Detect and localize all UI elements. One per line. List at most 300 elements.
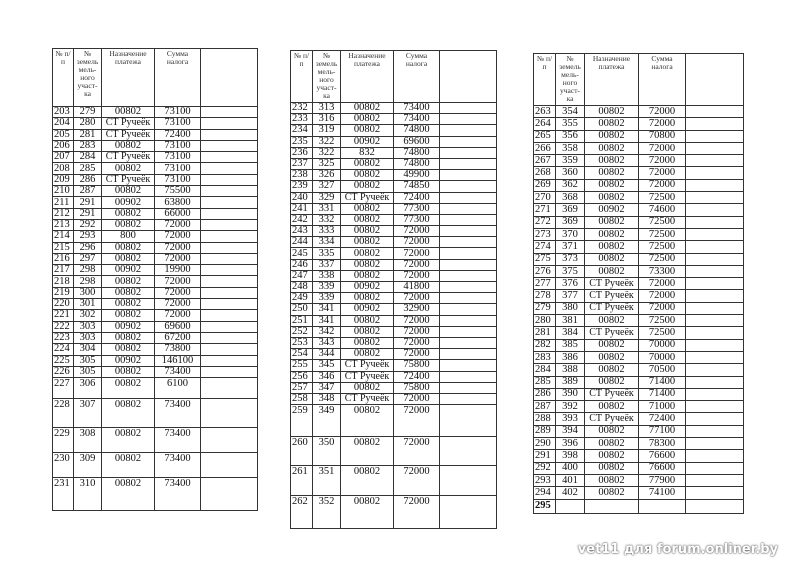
plot-number-cell: 316: [313, 114, 341, 125]
payment-purpose-cell: СТ Ручеёк: [102, 129, 155, 140]
table-row: [291, 405, 497, 437]
payment-purpose-cell: 00802: [341, 214, 394, 225]
blank-cell: [686, 474, 744, 486]
payment-purpose-cell: 00802: [102, 399, 155, 428]
tax-amount-cell: 32900: [394, 304, 440, 315]
blank-cell: [686, 499, 744, 513]
blank-cell: [686, 450, 744, 462]
plot-number-cell: 300: [74, 287, 102, 298]
table-row: [291, 203, 497, 214]
plot-number-cell: 298: [74, 276, 102, 287]
blank-cell: [440, 405, 497, 437]
tax-amount-cell: 73100: [155, 163, 201, 174]
plot-number-cell: 388: [556, 364, 585, 376]
payment-purpose-cell: 00802: [585, 253, 639, 265]
column-header: № земель мель- ного участ- ка: [313, 51, 341, 103]
payment-purpose-cell: 00802: [585, 216, 639, 228]
table-row: [291, 496, 497, 529]
table-row: [534, 106, 744, 118]
tax-amount-cell: 73400: [155, 478, 201, 511]
plot-number-cell: 310: [74, 478, 102, 511]
plot-number-cell: 308: [74, 428, 102, 453]
plot-number-cell: 334: [313, 237, 341, 248]
row-number-cell: 235: [291, 136, 313, 147]
blank-cell: [440, 214, 497, 225]
row-number-cell: 272: [534, 216, 556, 228]
blank-cell: [201, 265, 258, 276]
tax-amount-cell: 73100: [155, 174, 201, 185]
plot-number-cell: 292: [74, 219, 102, 230]
payment-purpose-cell: 832: [341, 147, 394, 158]
tax-amount-cell: 77300: [394, 203, 440, 214]
payment-purpose-cell: 00902: [585, 204, 639, 216]
payment-purpose-cell: СТ Ручеёк: [102, 118, 155, 129]
table-row: [291, 214, 497, 225]
payment-purpose-cell: 00802: [102, 366, 155, 377]
plot-number-cell: 385: [556, 339, 585, 351]
tax-amount-cell: 72000: [639, 278, 686, 290]
blank-cell: [201, 140, 258, 151]
plot-number-cell: 377: [556, 290, 585, 302]
row-number-cell: 289: [534, 425, 556, 437]
blank-cell: [686, 142, 744, 154]
table-row: [53, 219, 258, 230]
table-row: [534, 425, 744, 437]
blank-cell: [201, 208, 258, 219]
plot-number-cell: 384: [556, 327, 585, 339]
header-row: [534, 54, 744, 106]
plot-number-cell: 302: [74, 310, 102, 321]
tax-amount-cell: 69600: [155, 321, 201, 332]
row-number-cell: 284: [534, 364, 556, 376]
payment-purpose-cell: 00802: [585, 425, 639, 437]
blank-cell: [440, 360, 497, 371]
payment-purpose-cell: 00802: [102, 310, 155, 321]
tax-amount-cell: 72500: [639, 253, 686, 265]
blank-cell: [440, 192, 497, 203]
row-number-cell: 247: [291, 270, 313, 281]
table-row: [53, 242, 258, 253]
payment-purpose-cell: 00802: [341, 496, 394, 529]
plot-number-cell: 291: [74, 197, 102, 208]
blank-cell: [440, 259, 497, 270]
tax-amount-cell: 73400: [394, 114, 440, 125]
plot-number-cell: [556, 499, 585, 513]
plot-number-cell: 303: [74, 332, 102, 343]
tax-amount-cell: 73400: [155, 399, 201, 428]
blank-cell: [686, 167, 744, 179]
payment-purpose-cell: 00802: [585, 462, 639, 474]
table-row: [291, 349, 497, 360]
payment-purpose-cell: 00902: [341, 136, 394, 147]
row-number-cell: 211: [53, 197, 74, 208]
row-number-cell: 215: [53, 242, 74, 253]
tax-amount-cell: 72000: [639, 118, 686, 130]
tax-amount-cell: 73400: [155, 366, 201, 377]
payment-purpose-cell: СТ Ручеёк: [341, 192, 394, 203]
payment-purpose-cell: 800: [102, 231, 155, 242]
row-number-cell: 255: [291, 360, 313, 371]
plot-number-cell: 280: [74, 118, 102, 129]
tax-amount-cell: 73100: [155, 140, 201, 151]
row-number-cell: 203: [53, 107, 74, 118]
plot-number-cell: 307: [74, 399, 102, 428]
payment-purpose-cell: 00802: [585, 241, 639, 253]
payment-purpose-cell: 00802: [102, 163, 155, 174]
table-row: [53, 478, 258, 511]
blank-cell: [440, 393, 497, 404]
column-header: [686, 54, 744, 106]
table-row: [53, 208, 258, 219]
table-row: [534, 474, 744, 486]
table-row: [53, 378, 258, 399]
tax-amount-cell: 72000: [394, 293, 440, 304]
payment-purpose-cell: 00802: [585, 438, 639, 450]
table-row: [291, 270, 497, 281]
plot-number-cell: 369: [556, 204, 585, 216]
payment-purpose-cell: 00902: [102, 197, 155, 208]
tax-amount-cell: 72000: [394, 237, 440, 248]
payment-purpose-cell: 00802: [102, 242, 155, 253]
blank-cell: [201, 231, 258, 242]
table-row: [534, 179, 744, 191]
payment-purpose-cell: 00802: [102, 287, 155, 298]
payment-purpose-cell: 00802: [585, 228, 639, 240]
blank-cell: [440, 349, 497, 360]
blank-cell: [201, 453, 258, 478]
payment-purpose-cell: 00802: [102, 428, 155, 453]
payment-purpose-cell: 00802: [341, 226, 394, 237]
tax-amount-cell: 73300: [639, 265, 686, 277]
tax-amount-cell: 73400: [394, 103, 440, 114]
blank-cell: [686, 241, 744, 253]
tax-amount-cell: 74800: [394, 158, 440, 169]
blank-cell: [686, 155, 744, 167]
plot-number-cell: 339: [313, 282, 341, 293]
tax-amount-cell: 70500: [639, 364, 686, 376]
payment-purpose-cell: 00802: [585, 118, 639, 130]
tax-amount-cell: 72000: [394, 226, 440, 237]
blank-cell: [201, 152, 258, 163]
table-row: [534, 265, 744, 277]
plot-number-cell: 386: [556, 351, 585, 363]
payment-purpose-cell: 00802: [585, 179, 639, 191]
row-number-cell: 234: [291, 125, 313, 136]
blank-cell: [686, 327, 744, 339]
blank-cell: [686, 130, 744, 142]
row-number-cell: 237: [291, 158, 313, 169]
table-row: [291, 248, 497, 259]
blank-cell: [201, 174, 258, 185]
column-header: [201, 49, 258, 107]
row-number-cell: 210: [53, 186, 74, 197]
payment-purpose-cell: 00802: [341, 382, 394, 393]
tax-amount-cell: 72400: [155, 129, 201, 140]
blank-cell: [201, 276, 258, 287]
plot-number-cell: 296: [74, 242, 102, 253]
plot-number-cell: 394: [556, 425, 585, 437]
tax-amount-cell: 6100: [155, 378, 201, 399]
blank-cell: [686, 351, 744, 363]
blank-cell: [440, 326, 497, 337]
payment-purpose-cell: СТ Ручеёк: [341, 360, 394, 371]
table-row: [534, 487, 744, 499]
table-row: [534, 290, 744, 302]
tax-amount-cell: 70000: [639, 351, 686, 363]
payment-purpose-cell: 00802: [102, 276, 155, 287]
blank-cell: [201, 163, 258, 174]
table-row: [534, 204, 744, 216]
row-number-cell: 238: [291, 170, 313, 181]
tax-table-page-3: [533, 53, 744, 514]
table-row: [53, 140, 258, 151]
payment-purpose-cell: 00802: [102, 332, 155, 343]
page-2: [290, 50, 497, 529]
row-number-cell: 283: [534, 351, 556, 363]
table-row: [53, 197, 258, 208]
plot-number-cell: 396: [556, 438, 585, 450]
table-row: [53, 276, 258, 287]
row-number-cell: 246: [291, 259, 313, 270]
payment-purpose-cell: 00802: [341, 237, 394, 248]
plot-number-cell: 348: [313, 393, 341, 404]
table-row: [534, 155, 744, 167]
table-row: [53, 107, 258, 118]
plot-number-cell: 343: [313, 337, 341, 348]
blank-cell: [201, 399, 258, 428]
blank-cell: [201, 321, 258, 332]
table-row: [534, 388, 744, 400]
payment-purpose-cell: 00802: [102, 107, 155, 118]
payment-purpose-cell: 00802: [102, 299, 155, 310]
table-row: [534, 167, 744, 179]
table-row: [291, 125, 497, 136]
row-number-cell: 204: [53, 118, 74, 129]
table-row: [534, 376, 744, 388]
tax-amount-cell: 73400: [155, 453, 201, 478]
tax-amount-cell: 77300: [394, 214, 440, 225]
table-row: [53, 321, 258, 332]
table-row: [53, 186, 258, 197]
payment-purpose-cell: 00802: [341, 349, 394, 360]
plot-number-cell: 349: [313, 405, 341, 437]
column-header: [440, 51, 497, 103]
row-number-cell: 216: [53, 253, 74, 264]
tax-amount-cell: 72000: [639, 290, 686, 302]
tax-amount-cell: 77900: [639, 474, 686, 486]
row-number-cell: 258: [291, 393, 313, 404]
table-row: [534, 327, 744, 339]
blank-cell: [686, 290, 744, 302]
tax-amount-cell: 71400: [639, 376, 686, 388]
plot-number-cell: 390: [556, 388, 585, 400]
column-header: Сумма налога: [639, 54, 686, 106]
blank-cell: [686, 302, 744, 314]
tax-amount-cell: 63800: [155, 197, 201, 208]
plot-number-cell: 350: [313, 437, 341, 466]
blank-cell: [686, 413, 744, 425]
table-row: [291, 282, 497, 293]
payment-purpose-cell: 00802: [102, 140, 155, 151]
row-number-cell: 293: [534, 474, 556, 486]
row-number-cell: 243: [291, 226, 313, 237]
table-row: [53, 152, 258, 163]
row-number-cell: 285: [534, 376, 556, 388]
payment-purpose-cell: 00802: [102, 478, 155, 511]
table-row: [53, 355, 258, 366]
payment-purpose-cell: 00802: [341, 248, 394, 259]
tax-amount-cell: 66000: [155, 208, 201, 219]
payment-purpose-cell: 00802: [585, 106, 639, 118]
column-header: № п/п: [53, 49, 74, 107]
payment-purpose-cell: 00802: [341, 158, 394, 169]
table-row: [534, 302, 744, 314]
plot-number-cell: 370: [556, 228, 585, 240]
payment-purpose-cell: 00802: [585, 351, 639, 363]
row-number-cell: 273: [534, 228, 556, 240]
table-row: [534, 315, 744, 327]
plot-number-cell: 347: [313, 382, 341, 393]
plot-number-cell: 326: [313, 170, 341, 181]
row-number-cell: 208: [53, 163, 74, 174]
plot-number-cell: 335: [313, 248, 341, 259]
table-row: [534, 142, 744, 154]
payment-purpose-cell: СТ Ручеёк: [585, 278, 639, 290]
tax-amount-cell: 73100: [155, 107, 201, 118]
payment-purpose-cell: 00802: [341, 270, 394, 281]
table-row: [534, 462, 744, 474]
blank-cell: [201, 186, 258, 197]
blank-cell: [440, 466, 497, 496]
table-row: [53, 253, 258, 264]
tax-amount-cell: 72500: [639, 327, 686, 339]
plot-number-cell: 356: [556, 130, 585, 142]
tax-amount-cell: 75800: [394, 382, 440, 393]
row-number-cell: 217: [53, 265, 74, 276]
tax-amount-cell: 72500: [639, 241, 686, 253]
row-number-cell: 213: [53, 219, 74, 230]
row-number-cell: 224: [53, 344, 74, 355]
column-header: № земель мель- ного участ- ка: [556, 54, 585, 106]
table-row: [53, 428, 258, 453]
blank-cell: [440, 382, 497, 393]
table-row: [53, 344, 258, 355]
row-number-cell: 264: [534, 118, 556, 130]
payment-purpose-cell: СТ Ручеёк: [585, 302, 639, 314]
row-number-cell: 267: [534, 155, 556, 167]
blank-cell: [201, 219, 258, 230]
row-number-cell: 260: [291, 437, 313, 466]
column-header: № п/п: [291, 51, 313, 103]
table-row: [291, 371, 497, 382]
table-row: [53, 299, 258, 310]
plot-number-cell: 301: [74, 299, 102, 310]
tax-amount-cell: 69600: [394, 136, 440, 147]
tax-amount-cell: 77100: [639, 425, 686, 437]
plot-number-cell: 362: [556, 179, 585, 191]
header-row: [291, 51, 497, 103]
blank-cell: [686, 425, 744, 437]
table-row: [53, 287, 258, 298]
blank-cell: [440, 437, 497, 466]
blank-cell: [440, 371, 497, 382]
payment-purpose-cell: 00902: [102, 355, 155, 366]
tax-amount-cell: 72000: [155, 287, 201, 298]
plot-number-cell: 345: [313, 360, 341, 371]
blank-cell: [440, 270, 497, 281]
table-row: [534, 450, 744, 462]
payment-purpose-cell: 00802: [341, 125, 394, 136]
payment-purpose-cell: СТ Ручеёк: [585, 388, 639, 400]
plot-number-cell: 313: [313, 103, 341, 114]
column-header: Сумма налога: [394, 51, 440, 103]
row-number-cell: 219: [53, 287, 74, 298]
plot-number-cell: 297: [74, 253, 102, 264]
tax-amount-cell: [639, 499, 686, 513]
table-row: [291, 226, 497, 237]
tax-amount-cell: 67200: [155, 332, 201, 343]
plot-number-cell: 341: [313, 315, 341, 326]
table-row: [291, 192, 497, 203]
plot-number-cell: 389: [556, 376, 585, 388]
table-row: [291, 315, 497, 326]
tax-amount-cell: 71000: [639, 401, 686, 413]
row-number-cell: 286: [534, 388, 556, 400]
table-row: [534, 192, 744, 204]
plot-number-cell: 358: [556, 142, 585, 154]
blank-cell: [440, 293, 497, 304]
payment-purpose-cell: 00802: [341, 259, 394, 270]
plot-number-cell: 352: [313, 496, 341, 529]
tax-amount-cell: 72000: [155, 253, 201, 264]
row-number-cell: 209: [53, 174, 74, 185]
tax-amount-cell: 72000: [155, 299, 201, 310]
table-row: [53, 118, 258, 129]
row-number-cell: 256: [291, 371, 313, 382]
payment-purpose-cell: 00802: [585, 265, 639, 277]
plot-number-cell: 305: [74, 355, 102, 366]
column-header: № земель мель- ного участ- ка: [74, 49, 102, 107]
table-row: [53, 129, 258, 140]
blank-cell: [686, 278, 744, 290]
tax-amount-cell: 72000: [639, 155, 686, 167]
tax-amount-cell: 72000: [394, 393, 440, 404]
payment-purpose-cell: СТ Ручеёк: [585, 413, 639, 425]
plot-number-cell: 291: [74, 208, 102, 219]
blank-cell: [201, 287, 258, 298]
payment-purpose-cell: 00802: [585, 192, 639, 204]
watermark: vet11 для forum.onliner.by: [577, 542, 778, 557]
row-number-cell: 236: [291, 147, 313, 158]
payment-purpose-cell: 00802: [341, 181, 394, 192]
table-row: [534, 216, 744, 228]
blank-cell: [686, 462, 744, 474]
payment-purpose-cell: 00802: [341, 114, 394, 125]
payment-purpose-cell: 00802: [341, 405, 394, 437]
blank-cell: [440, 103, 497, 114]
table-row: [291, 147, 497, 158]
row-number-cell: 251: [291, 315, 313, 326]
row-number-cell: 265: [534, 130, 556, 142]
row-number-cell: 291: [534, 450, 556, 462]
payment-purpose-cell: 00802: [585, 155, 639, 167]
plot-number-cell: 319: [313, 125, 341, 136]
tax-amount-cell: 76600: [639, 462, 686, 474]
payment-purpose-cell: 00902: [341, 304, 394, 315]
tax-amount-cell: 72000: [639, 302, 686, 314]
plot-number-cell: 393: [556, 413, 585, 425]
blank-cell: [201, 366, 258, 377]
